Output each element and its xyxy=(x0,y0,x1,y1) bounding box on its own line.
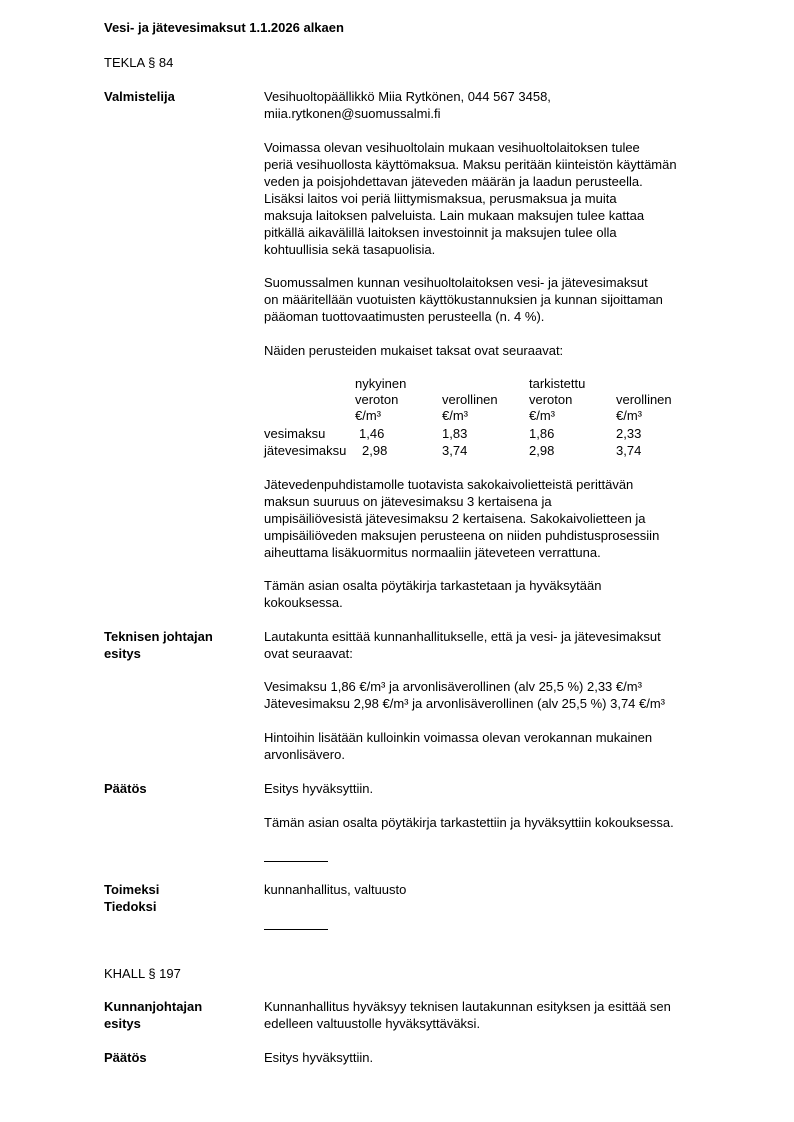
para3-line: Näiden perusteiden mukaiset taksat ovat seuraavat: xyxy=(264,343,564,358)
table-unit-cell: €/m³ xyxy=(442,408,468,423)
valmistelija-line: Vesihuoltopäällikkö Miia Rytkönen, 044 567 3458, xyxy=(264,89,551,104)
tekla-section-ref: TEKLA § 84 xyxy=(104,55,174,70)
para1-line: periä vesihuollosta käyttömaksua. Maksu peritään kiinteistön käyttämän xyxy=(264,157,677,172)
paatos-text: Esitys hyväksyttiin. xyxy=(264,1050,374,1065)
table-header-cell: veroton xyxy=(355,392,399,407)
table-unit-cell: €/m³ xyxy=(616,408,642,423)
kunnanjohtajan-line: Kunnanhallitus hyväksyy teknisen lautakunnan esityksen ja esittää sen xyxy=(264,999,671,1014)
paatos-note: Tämän asian osalta pöytäkirja tarkastettiin ja hyväksyttiin kokouksessa. xyxy=(264,815,674,830)
para1-line: maksuja laitoksen palveluista. Lain mukaan maksujen tulee kattaa xyxy=(264,208,645,223)
khall-section-ref: KHALL § 197 xyxy=(104,966,181,981)
divider-line xyxy=(264,861,328,862)
toimeksi-label: Toimeksi xyxy=(104,882,160,897)
kunnanjohtajan-line: edelleen valtuustolle hyväksyttäväksi. xyxy=(264,1016,481,1031)
fee-line: Vesimaksu 1,86 €/m³ ja arvonlisäverollinen (alv 25,5 %) 2,33 €/m³ xyxy=(264,679,642,694)
para1-line: Voimassa olevan vesihuoltolain mukaan vesihuoltolaitoksen tulee xyxy=(264,140,640,155)
divider-line xyxy=(264,929,328,930)
table-header-revised: tarkistettu xyxy=(529,376,586,391)
paatos-label: Päätös xyxy=(104,781,147,796)
teknisen-label: Teknisen johtajan xyxy=(104,629,213,644)
para2-line: Suomussalmen kunnan vesihuoltolaitoksen vesi- ja jätevesimaksut xyxy=(264,275,648,290)
vat-note-line: arvonlisävero. xyxy=(264,747,345,762)
table-header-current: nykyinen xyxy=(355,376,407,391)
table-header-cell: veroton xyxy=(529,392,573,407)
table-header-cell: verollinen xyxy=(616,392,672,407)
paatos-label: Päätös xyxy=(104,1050,147,1065)
para4-line: aiheuttama lisäkuormitus normaaliin jäteveteen verrattuna. xyxy=(264,545,601,560)
table-cell: 3,74 xyxy=(616,443,642,458)
table-cell: 1,83 xyxy=(442,426,468,441)
table-cell: 2,98 xyxy=(529,443,555,458)
para2-line: pääoman tuottovaatimusten perusteella (n. 4 %). xyxy=(264,309,545,324)
tiedoksi-label: Tiedoksi xyxy=(104,899,157,914)
table-header-cell: verollinen xyxy=(442,392,498,407)
para2-line: on määritellään vuotuisten käyttökustannuksien ja kunnan sijoittaman xyxy=(264,292,663,307)
para4-line: Jätevedenpuhdistamolle tuotavista sakokaivolietteistä perittävän xyxy=(264,477,634,492)
teknisen-line: Lautakunta esittää kunnanhallitukselle, että ja vesi- ja jätevesimaksut xyxy=(264,629,661,644)
para4-line: umpisäiliövesistä jätevesimaksu 2 kertaisena. Sakokaivolietteen ja xyxy=(264,511,646,526)
para5-line: kokouksessa. xyxy=(264,595,343,610)
para1-line: kohtuullisia sekä tasapuolisia. xyxy=(264,242,436,257)
table-unit-cell: €/m³ xyxy=(529,408,555,423)
kunnanjohtajan-label: esitys xyxy=(104,1016,141,1031)
table-unit-cell: €/m³ xyxy=(355,408,381,423)
table-cell: 2,33 xyxy=(616,426,642,441)
table-cell: 1,46 xyxy=(359,426,385,441)
para1-line: Lisäksi laitos voi periä liittymismaksua, perusmaksua ja muita xyxy=(264,191,617,206)
document-title: Vesi- ja jätevesimaksut 1.1.2026 alkaen xyxy=(104,20,344,35)
vat-note-line: Hintoihin lisätään kulloinkin voimassa olevan verokannan mukainen xyxy=(264,730,653,745)
table-row-label: vesimaksu xyxy=(264,426,326,441)
para1-line: veden ja poisjohdettavan jäteveden määrän ja laadun perusteella. xyxy=(264,174,643,189)
para4-line: umpisäiliöveden maksujen perusteena on niiden puhdistusprosessiin xyxy=(264,528,660,543)
para4-line: maksun suuruus on jätevesimaksu 3 kertaisena ja xyxy=(264,494,552,509)
valmistelija-label: Valmistelija xyxy=(104,89,175,104)
table-row-label: jätevesimaksu xyxy=(264,443,347,458)
teknisen-line: ovat seuraavat: xyxy=(264,646,353,661)
paatos-text: Esitys hyväksyttiin. xyxy=(264,781,374,796)
para5-line: Tämän asian osalta pöytäkirja tarkastetaan ja hyväksytään xyxy=(264,578,602,593)
table-cell: 3,74 xyxy=(442,443,468,458)
valmistelija-email: miia.rytkonen@suomussalmi.fi xyxy=(264,106,441,121)
table-cell: 2,98 xyxy=(362,443,388,458)
kunnanjohtajan-label: Kunnanjohtajan xyxy=(104,999,203,1014)
toimeksi-text: kunnanhallitus, valtuusto xyxy=(264,882,407,897)
table-cell: 1,86 xyxy=(529,426,555,441)
para1-line: pitkällä aikavälillä laitoksen investoinnit ja maksujen tulee olla xyxy=(264,225,617,240)
fee-line: Jätevesimaksu 2,98 €/m³ ja arvonlisäverollinen (alv 25,5 %) 3,74 €/m³ xyxy=(264,696,666,711)
teknisen-label: esitys xyxy=(104,646,141,661)
